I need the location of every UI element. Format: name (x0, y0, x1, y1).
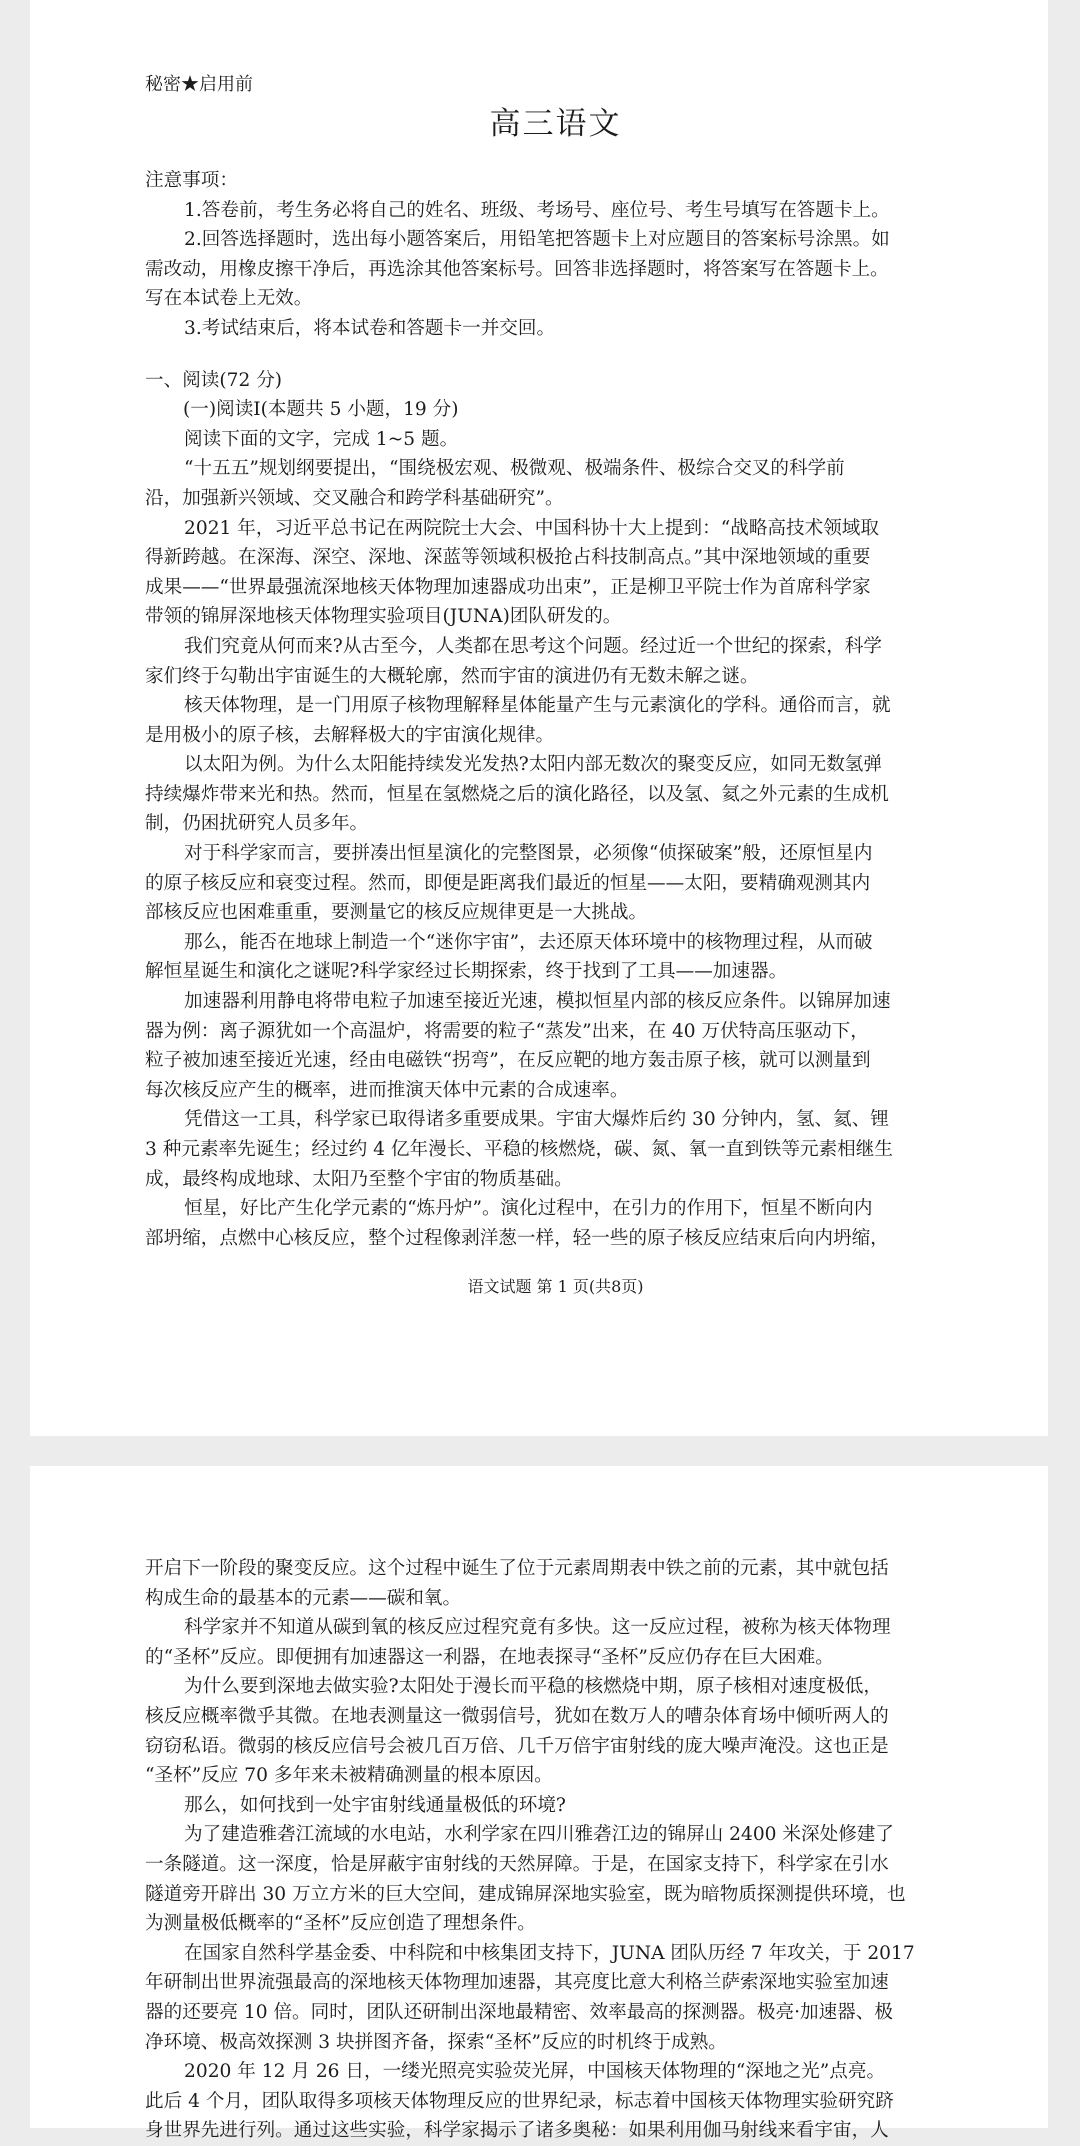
passage-line: 带领的锦屏深地核天体物理实验项目(JUNA)团队研发的。 (145, 606, 622, 628)
passage-line: 凭借这一工具，科学家已取得诸多重要成果。宇宙大爆炸后约 30 分钟内，氢、氦、锂 (184, 1109, 889, 1131)
notice-line: 写在本试卷上无效。 (145, 288, 313, 310)
passage-line: 在国家自然科学基金委、中科院和中核集团支持下，JUNA 团队历经 7 年攻关，于 2017 (184, 1942, 915, 1964)
reading-section (145, 366, 966, 1254)
notice-line: 2.回答选择题时，选出每小题答案后，用铅笔把答题卡上对应题目的答案标号涂黑。如 (184, 229, 890, 251)
section-heading: 一、阅读(72 分) (145, 369, 283, 391)
notice-section (145, 166, 966, 344)
passage-line: 此后 4 个月，团队取得多项核天体物理反应的世界纪录，标志着中国核天体物理实验研究跻 (145, 2090, 894, 2112)
notice-line: 需改动，用橡皮擦干净后，再选涂其他答案标号。回答非选择题时，将答案写在答题卡上。 (145, 258, 889, 280)
passage-line: 2020 年 12 月 26 日，一缕光照亮实验荧光屏，中国核天体物理的“深地之光”点亮。 (184, 2061, 886, 2083)
passage-line: 为测量极低概率的“圣杯”反应创造了理想条件。 (145, 1913, 536, 1935)
passage-line: 为了建造雅砻江流域的水电站，水利学家在四川雅砻江边的锦屏山 2400 米深处修建了 (184, 1824, 894, 1846)
passage-line: 以太阳为例。为什么太阳能持续发光发热?太阳内部无数次的聚变反应，如同无数氢弹 (184, 754, 882, 776)
exam-page-2 (30, 1466, 1048, 2142)
passage-line: 的原子核反应和衰变过程。然而，即便是距离我们最近的恒星——太阳，要精确观测其内 (145, 872, 871, 894)
passage-line: 器的还要亮 10 倍。同时，团队还研制出深地最精密、效率最高的探测器。极亮·加速器、极 (145, 2001, 893, 2023)
passage-line: 每次核反应产生的概率，进而推演天体中元素的合成速率。 (145, 1079, 629, 1101)
passage-line: 构成生命的最基本的元素——碳和氧。 (145, 1587, 462, 1609)
page-title: 高三语文 (489, 106, 622, 142)
passage-line: 一条隧道。这一深度，恰是屏蔽宇宙射线的天然屏障。于是，在国家支持下，科学家在引水 (145, 1853, 889, 1875)
passage-line: 3 种元素率先诞生；经过约 4 亿年漫长、平稳的核燃烧，碳、氮、氧一直到铁等元素相继生 (145, 1139, 893, 1160)
passage-line: 持续爆炸带来光和热。然而，恒星在氢燃烧之后的演化路径，以及氢、氦之外元素的生成机 (145, 783, 889, 805)
passage-line: 的“圣杯”反应。即便拥有加速器这一利器，在地表探寻“圣杯”反应仍存在巨大困难。 (145, 1646, 834, 1668)
passage-line: 身世界先进行列。通过这些实验，科学家揭示了诸多奥秘：如果利用伽马射线来看宇宙，人 (145, 2120, 889, 2142)
notice-line: 1.答卷前，考生务必将自己的姓名、班级、考场号、座位号、考生号填写在答题卡上。 (184, 199, 890, 221)
notice-heading: 注意事项： (145, 170, 238, 191)
passage-line: 是用极小的原子核，去解释极大的宇宙演化规律。 (145, 724, 555, 746)
passage-line: 家们终于勾勒出宇宙诞生的大概轮廓，然而宇宙的演进仍有无数未解之谜。 (145, 665, 759, 687)
passage-line: 粒子被加速至接近光速，经由电磁铁“拐弯”，在反应靶的地方轰击原子核，就可以测量到 (145, 1050, 871, 1072)
subsection-heading: (一)阅读Ⅰ(本题共 5 小题，19 分) (183, 399, 459, 421)
instruction-line: 阅读下面的文字，完成 1~5 题。 (184, 428, 459, 450)
exam-page-1 (30, 0, 1048, 1436)
passage-line: 恒星，好比产生化学元素的“炼丹炉”。演化过程中，在引力的作用下，恒星不断向内 (184, 1198, 873, 1220)
passage-line: 成果——“世界最强流深地核天体物理加速器成功出束”，正是柳卫平院士作为首席科学家 (145, 576, 871, 598)
passage-line: 部坍缩，点燃中心核反应，整个过程像剥洋葱一样，轻一些的原子核反应结束后向内坍缩， (145, 1227, 889, 1249)
passage-line: 对于科学家而言，要拼凑出恒星演化的完整图景，必须像“侦探破案”般，还原恒星内 (184, 843, 873, 865)
passage-line: 核天体物理，是一门用原子核物理解释星体能量产生与元素演化的学科。通俗而言，就 (184, 695, 891, 717)
passage-line: 年研制出世界流强最高的深地核天体物理加速器，其亮度比意大利格兰萨索深地实验室加速 (145, 1972, 889, 1994)
passage-line: 科学家并不知道从碳到氧的核反应过程究竟有多快。这一反应过程，被称为核天体物理 (184, 1617, 891, 1639)
confidential-label: 秘密★启用前 (145, 74, 253, 95)
passage-line: 我们究竟从何而来?从古至今，人类都在思考这个问题。经过近一个世纪的探索，科学 (184, 635, 882, 657)
passage-line: 部核反应也困难重重，要测量它的核反应规律更是一大挑战。 (145, 902, 648, 924)
passage-line: 那么，如何找到一处宇宙射线通量极低的环境? (184, 1794, 566, 1816)
page-footer: 语文试题 第 1 页(共8页) (467, 1277, 644, 1297)
passage-line: “十五五”规划纲要提出，“围绕极宏观、极微观、极端条件、极综合交叉的科学前 (184, 458, 845, 480)
passage-line: 成，最终构成地球、太阳乃至整个宇宙的物质基础。 (145, 1168, 573, 1190)
passage-line: 隧道旁开辟出 30 万立方米的巨大空间，建成锦屏深地实验室，既为暗物质探测提供环境，也 (145, 1883, 906, 1905)
passage-line: 制，仍困扰研究人员多年。 (145, 813, 369, 835)
passage-line: 2021 年，习近平总书记在两院院士大会、中国科协十大上提到：“战略高技术领域取 (184, 517, 879, 539)
notice-line: 3.考试结束后，将本试卷和答题卡一并交回。 (184, 317, 556, 339)
passage-line: 核反应概率微乎其微。在地表测量这一微弱信号，犹如在数万人的嘈杂体育场中倾听两人的 (145, 1705, 889, 1727)
passage-line: 得新跨越。在深海、深空、深地、深蓝等领域积极抢占科技制高点。”其中深地领域的重要 (145, 547, 871, 569)
passage-line: 净环境、极高效探测 3 块拼图齐备，探索“圣杯”反应的时机终于成熟。 (145, 2031, 727, 2053)
passage-line: 器为例：离子源犹如一个高温炉，将需要的粒子“蒸发”出来，在 40 万伏特高压驱动下， (145, 1020, 869, 1042)
passage-line: 开启下一阶段的聚变反应。这个过程中诞生了位于元素周期表中铁之前的元素，其中就包括 (145, 1558, 889, 1579)
passage-line: 加速器利用静电将带电粒子加速至接近光速，模拟恒星内部的核反应条件。以锦屏加速 (184, 991, 891, 1013)
passage-line: 解恒星诞生和演化之谜呢?科学家经过长期探索，终于找到了工具——加速器。 (145, 961, 788, 983)
passage-line: 窃窃私语。微弱的核反应信号会被几百万倍、几千万倍宇宙射线的庞大噪声淹没。这也正是 (145, 1735, 889, 1757)
passage-line: 那么，能否在地球上制造一个“迷你宇宙”，去还原天体环境中的核物理过程，从而破 (184, 931, 873, 953)
passage-line: “圣杯”反应 70 多年来未被精确测量的根本原因。 (145, 1765, 553, 1787)
passage-line: 沿，加强新兴领域、交叉融合和跨学科基础研究”。 (145, 487, 564, 509)
passage-line: 为什么要到深地去做实验?太阳处于漫长而平稳的核燃烧中期，原子核相对速度极低， (184, 1676, 882, 1698)
